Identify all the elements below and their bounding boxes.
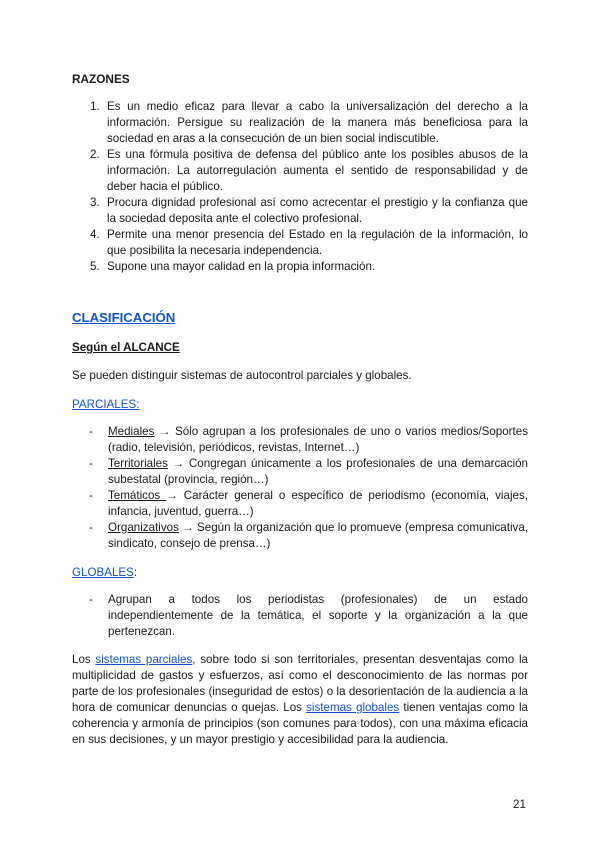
list-item [72,592,528,640]
globales-list [72,592,528,640]
item-number: 4. [90,228,100,241]
sistemas-parciales-link[interactable]: sistemas parciales [95,653,193,666]
item-text: Procura dignidad profesional así como acrecentar el prestigio y la confianza que la sociedad deposita ante el colectivo profesional. [107,196,528,225]
clasificacion-heading-link[interactable]: CLASIFICACIÓN [72,310,176,325]
term-description: → Congregan únicamente a los profesionales de una demarcación subestatal (provincia, región…) [108,457,528,486]
list-item [72,424,528,456]
conclusion-paragraph [72,652,528,748]
item-number: 2. [90,148,100,161]
list-item [72,195,528,227]
item-number: 5. [90,260,100,273]
item-text: Supone una mayor calidad en la propia información. [107,260,376,273]
sistemas-globales-link[interactable]: sistemas globales [306,701,400,714]
term-label: Territoriales [108,457,168,470]
dash-bullet: - [89,593,93,606]
razones-list [72,99,528,275]
term-description: → Sólo agrupan a los profesionales de uno o varios medios/Soportes (radio, televisión, periódicos, revistas, Internet…) [108,425,528,454]
term-label: Temáticos [108,489,167,502]
item-text: Permite una menor presencia del Estado en la regulación de la información, lo que posibilita la necesaria independencia. [107,228,528,257]
page-number: 21 [513,798,526,811]
item-text: Agrupan a todos los periodistas (profesionales) de un estado independientemente de la temática, el soporte y la organización a la que pertenezcan. [108,593,528,638]
item-text: Es un medio eficaz para llevar a cabo la universalización del derecho a la información. Persigue su realización de la manera más beneficiosa para la sociedad en aras a la consecución de un bien social indiscutible. [107,100,528,145]
dash-bullet: - [89,521,93,534]
term-label: Organizativos [108,521,179,534]
globales-colon: : [133,566,138,579]
globales-heading-link[interactable]: GLOBALES [72,566,134,579]
parciales-heading-link[interactable]: PARCIALES: [72,398,140,411]
paragraph-text: Los [72,653,96,666]
dash-bullet: - [89,457,93,470]
paragraph-text: , sobre todo si son territoriales, presentan desventajas como la multiplicidad de gastos y esfuerzos, así como el desconocimiento de las normas por parte de los profesionales (inseguridad de estos) o la desorientación de la audiencia a la hora de comunicar denuncias o quejas. Los [72,653,528,714]
term-label: Mediales [108,425,155,438]
list-item [72,520,528,552]
intro-paragraph: Se pueden distinguir sistemas de autocontrol parciales y globales. [72,369,412,382]
globales-heading [72,566,137,579]
item-number: 3. [90,196,100,209]
alcance-subheading: Según el ALCANCE [72,341,180,354]
list-item [72,227,528,259]
dash-bullet: - [89,425,93,438]
razones-heading: RAZONES [72,72,130,86]
item-text: Es una fórmula positiva de defensa del público ante los posibles abusos de la información. La autorregulación aumenta el sentido de responsabilidad y de deber hacia el público. [107,148,528,193]
list-item [72,259,528,275]
term-description: → Según la organización que lo promueve (empresa comunicativa, sindicato, consejo de prensa…) [108,521,528,550]
list-item [72,147,528,195]
dash-bullet: - [89,489,93,502]
list-item [72,456,528,488]
parciales-list [72,424,528,552]
term-description: → Carácter general o específico de periodismo (economía, viajes, infancia, juventud, guerra…) [108,489,528,518]
list-item [72,99,528,147]
paragraph-text: tienen ventajas como la coherencia y armonía de principios (son comunes para todos), con una máxima eficacia en sus decisiones, y un mayor prestigio y accesibilidad para la audiencia. [72,701,528,746]
list-item [72,488,528,520]
item-number: 1. [90,100,100,113]
